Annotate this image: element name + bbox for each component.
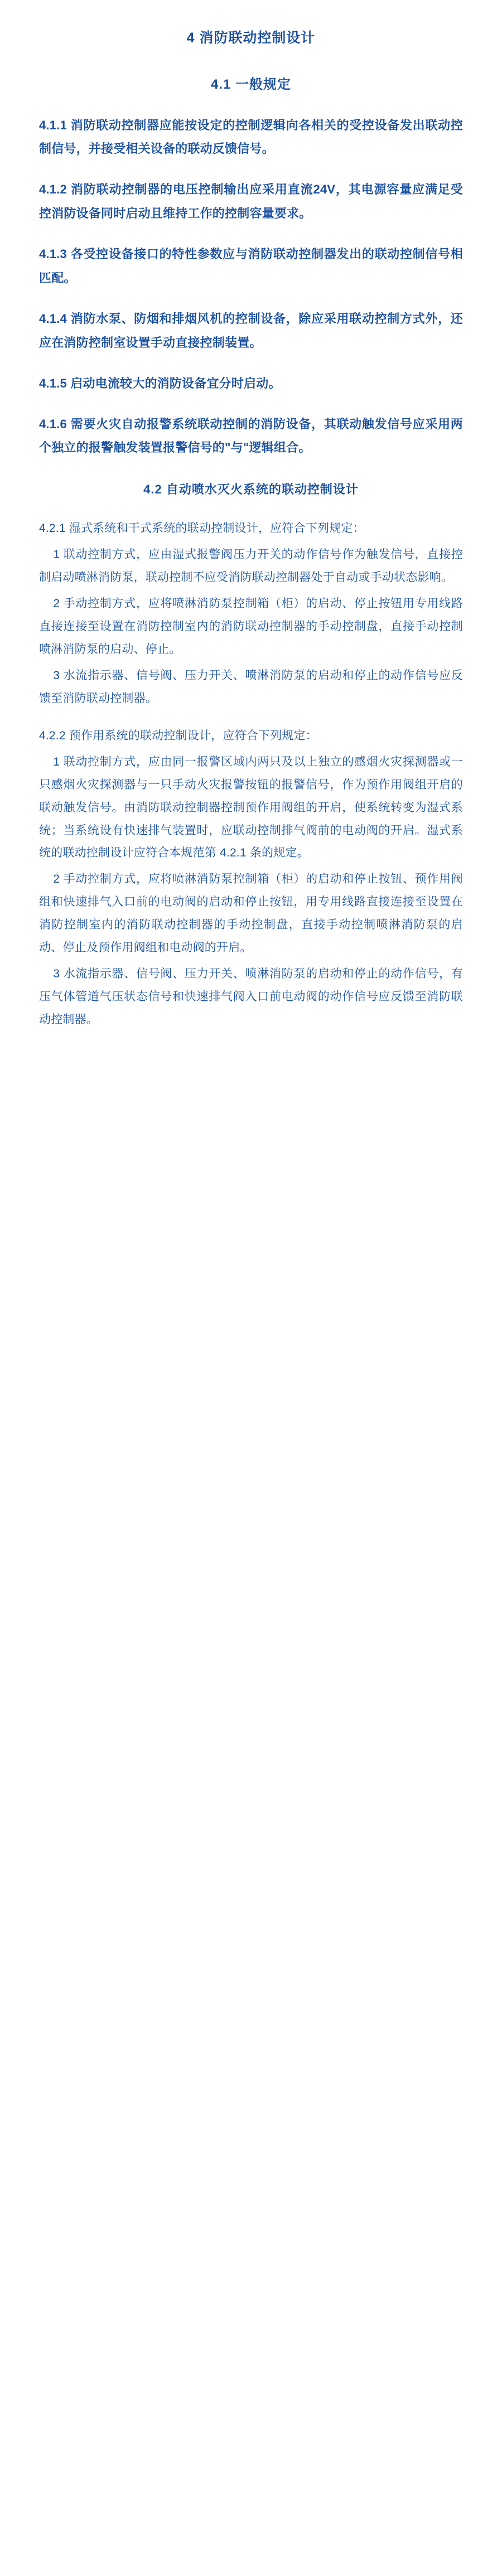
clause-4-2-1-lead: 4.2.1 湿式系统和干式系统的联动控制设计，应符合下列规定： — [39, 522, 365, 535]
clause-4-2-2-item-2: 2 手动控制方式，应将喷淋消防泵控制箱（柜）的启动和停止按钮、预作用阀组和快速排气入口前的电动阀的启动和停止按钮，用专用线路直接连接至设置在消防控制室内的消防联动控制器的手动控制盘，直接手动控制喷淋消防泵的启动、停止及预作用阀组和电动阀的开启。 — [39, 873, 463, 955]
clause-4-1-2: 4.1.2 消防联动控制器的电压控制输出应采用直流24V，其电源容量应满足受控消防设备同时启动且维持工作的控制容量要求。 — [39, 182, 463, 221]
clause-group-4-2-1 — [39, 517, 463, 710]
clause-4-1-6: 4.1.6 需要火灾自动报警系统联动控制的消防设备，其联动触发信号应采用两个独立的报警触发装置报警信号的"与"逻辑组合。 — [39, 417, 463, 455]
clause-4-2-2-item-3: 3 水流指示器、信号阀、压力开关、喷淋消防泵的启动和停止的动作信号，有压气体管道气压状态信号和快速排气阀入口前电动阀的动作信号应反馈至消防联动控制器。 — [39, 967, 463, 1026]
clause-4-1-4: 4.1.4 消防水泵、防烟和排烟风机的控制设备，除应采用联动控制方式外，还应在消防控制室设置手动直接控制装置。 — [39, 311, 463, 350]
clause-4-2-1-item-3: 3 水流指示器、信号阀、压力开关、喷淋消防泵的启动和停止的动作信号应反馈至消防联动控制器。 — [39, 669, 463, 705]
clause-4-2-2-item-1: 1 联动控制方式，应由同一报警区域内两只及以上独立的感烟火灾探测器或一只感烟火灾探测器与一只手动火灾报警按钮的报警信号，作为预作用阀组开启的联动触发信号。由消防联动控制器控制预作用阀组的开启，使系统转变为湿式系统；当系统设有快速排气装置时，应联动控制排气阀前的电动阀的开启。湿式系统的联动控制设计应符合本规范第 4.2.1 条的规定。 — [39, 755, 463, 860]
clause-4-1-1: 4.1.1 消防联动控制器应能按设定的控制逻辑向各相关的受控设备发出联动控制信号，并接受相关设备的联动反馈信号。 — [39, 118, 463, 156]
section-heading-4-2: 4.2 自动喷水灭火系统的联动控制设计 — [143, 482, 359, 497]
clause-4-1-5: 4.1.5 启动电流较大的消防设备宜分时启动。 — [39, 376, 281, 390]
clause-group-4-2-2 — [39, 725, 463, 1032]
clause-4-2-1-item-1: 1 联动控制方式，应由湿式报警阀压力开关的动作信号作为触发信号，直接控制启动喷淋消防泵，联动控制不应受消防联动控制器处于自动或手动状态影响。 — [39, 548, 463, 584]
document-title: 4 消防联动控制设计 — [186, 30, 316, 46]
clause-4-2-2-lead: 4.2.2 预作用系统的联动控制设计，应符合下列规定： — [39, 729, 317, 742]
clause-4-2-1-item-2: 2 手动控制方式，应将喷淋消防泵控制箱（柜）的启动、停止按钮用专用线路直接连接至设置在消防控制室内的消防联动控制器的手动控制盘，直接手动控制喷淋消防泵的启动、停止。 — [39, 597, 463, 656]
section-heading-4-1: 4.1 一般规定 — [210, 76, 292, 92]
clause-4-1-3: 4.1.3 各受控设备接口的特性参数应与消防联动控制器发出的联动控制信号相匹配。 — [39, 247, 463, 285]
